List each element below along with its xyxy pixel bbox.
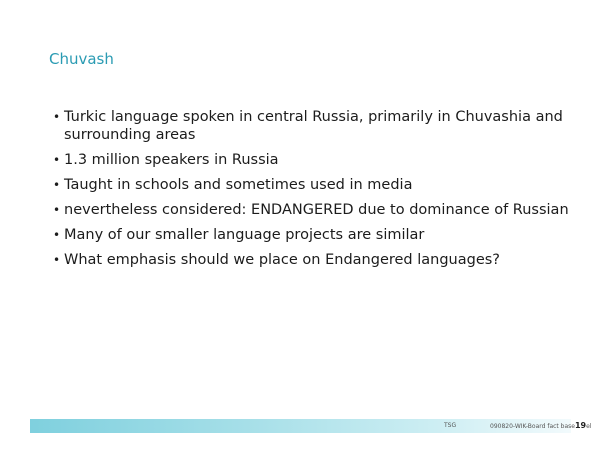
bullet-item <box>53 151 573 169</box>
bullet-item <box>53 251 573 269</box>
bullet-dot-icon: • <box>53 203 61 217</box>
footer-bar <box>30 419 592 433</box>
bullet-dot-icon: • <box>53 153 61 167</box>
footer-org-label: TSG <box>444 422 457 429</box>
bullet-text: nevertheless considered: ENDANGERED due to dominance of Russian <box>64 202 569 218</box>
bullet-dot-icon: • <box>53 110 61 124</box>
bullet-dot-icon: • <box>53 178 61 192</box>
bullet-dot-icon: • <box>53 253 61 267</box>
bullet-item <box>53 108 573 144</box>
bullet-item <box>53 226 573 244</box>
bullet-text: 1.3 million speakers in Russia <box>64 152 279 168</box>
bullet-dot-icon: • <box>53 228 61 242</box>
bullet-text: Many of our smaller language projects are similar <box>64 227 425 243</box>
bullet-text: Turkic language spoken in central Russia, primarily in Chuvashia and surrounding areas <box>64 109 563 143</box>
bullet-list <box>53 108 573 276</box>
slide-title: Chuvash <box>49 50 114 68</box>
footer-trailing: el <box>586 423 592 430</box>
bullet-item <box>53 201 573 219</box>
footer-doc-name: 090820-WIK-Board fact base <box>490 423 575 430</box>
bullet-text: What emphasis should we place on Endangered languages? <box>64 252 500 268</box>
bullet-item <box>53 176 573 194</box>
page-number: 19 <box>574 421 587 430</box>
footer-doc-label <box>490 420 591 433</box>
bullet-text: Taught in schools and sometimes used in media <box>64 177 413 193</box>
